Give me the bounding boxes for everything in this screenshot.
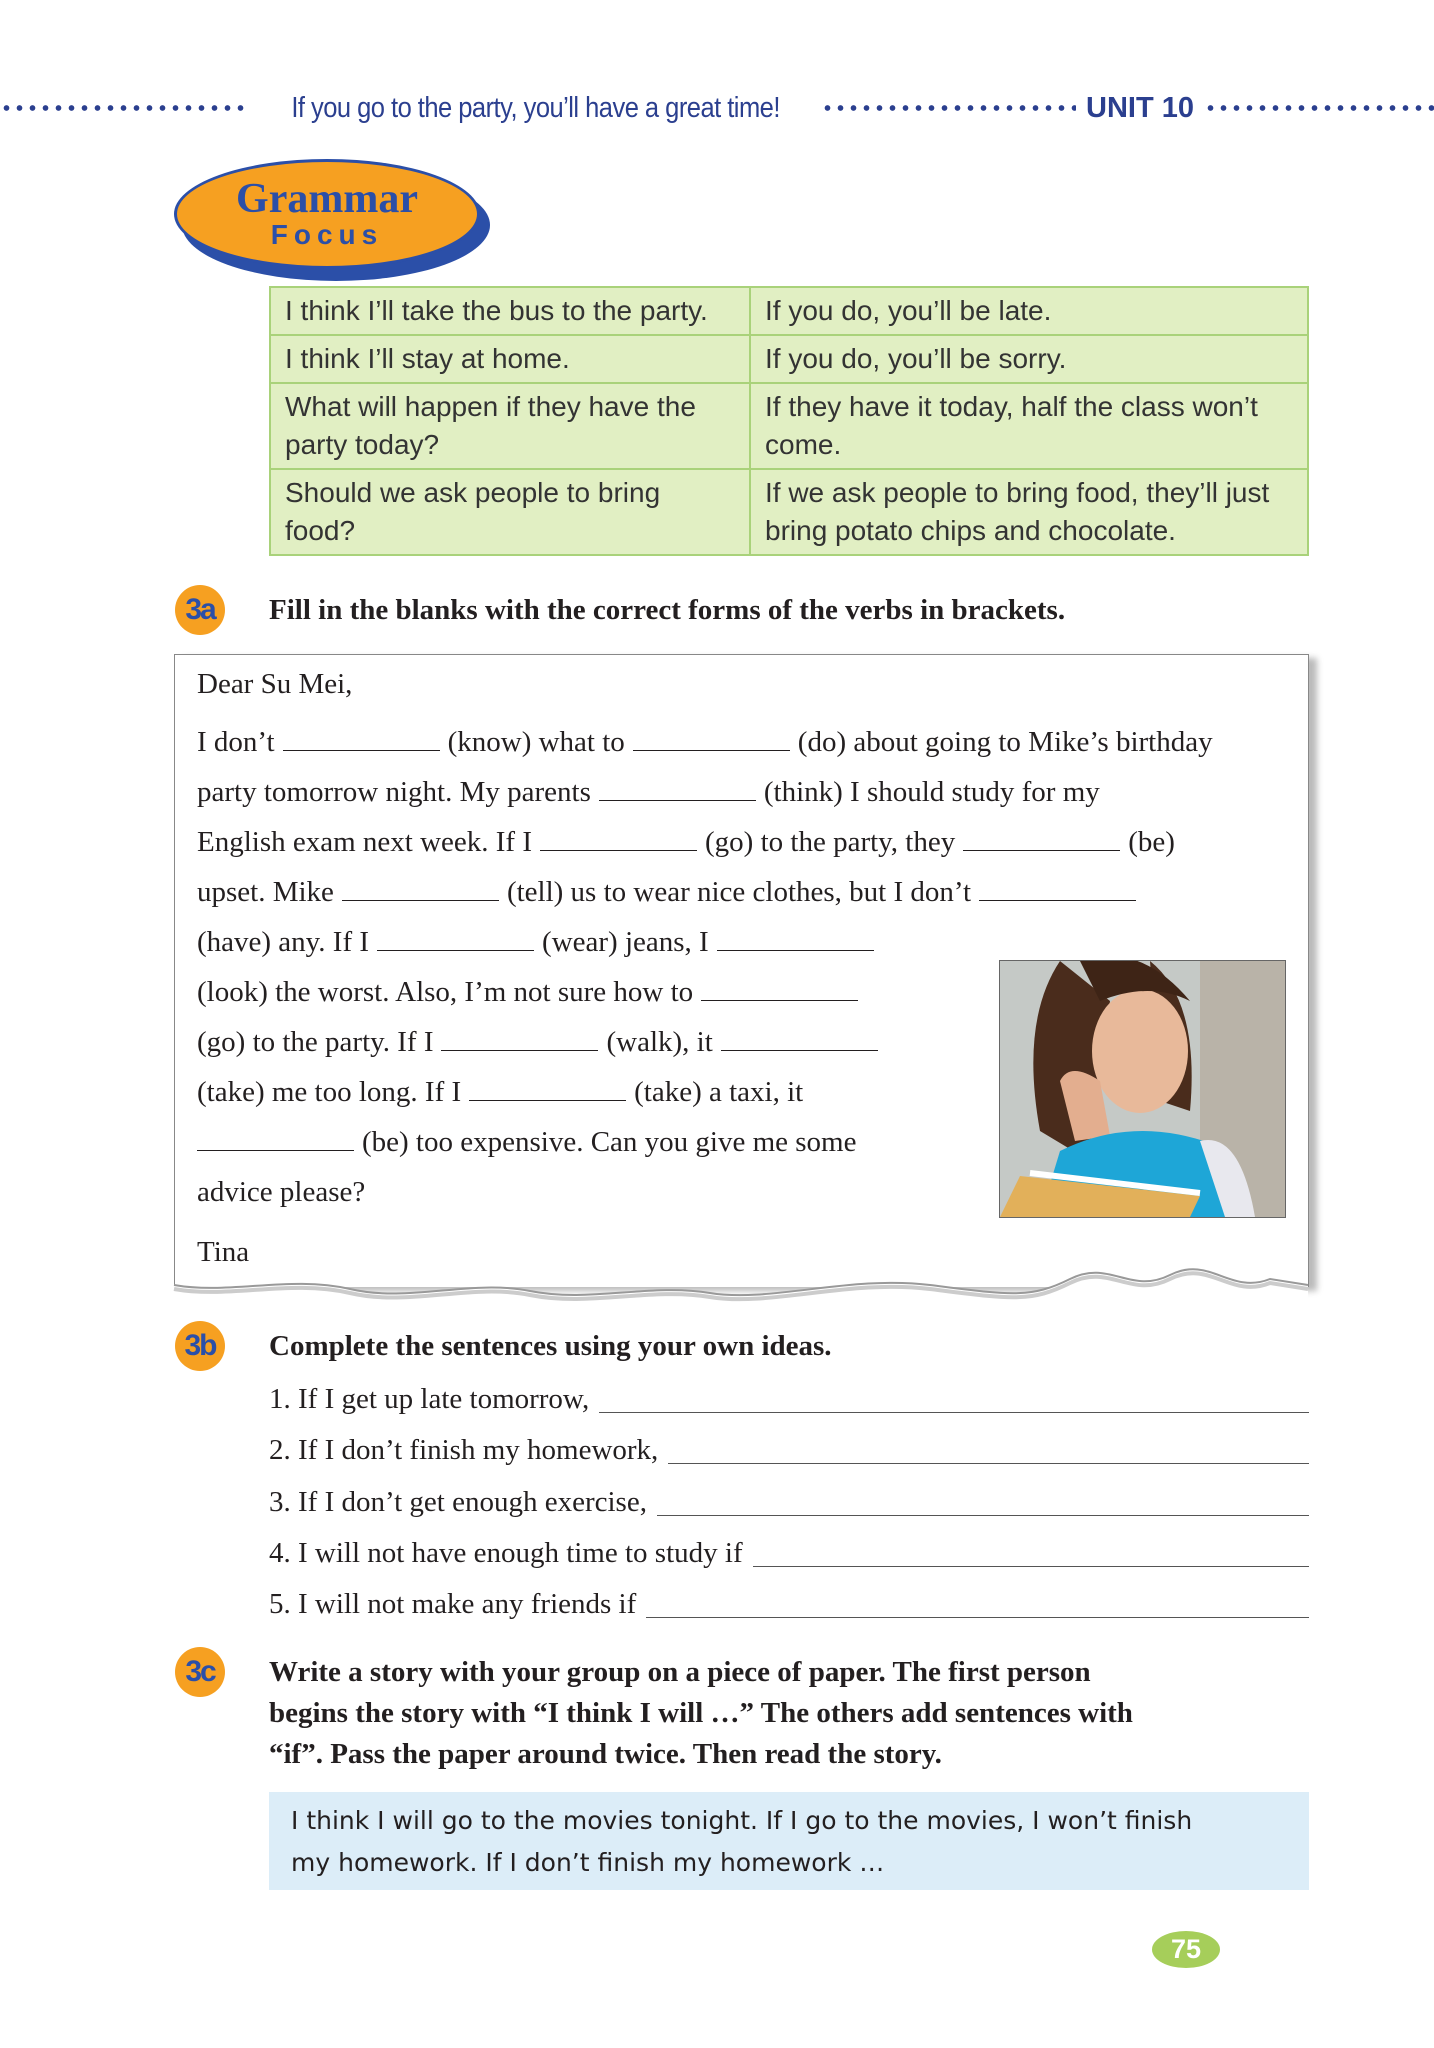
example-line: I think I will go to the movies tonight. If I go to the movies, I won’t finish [291,1806,1193,1835]
blank-field[interactable] [469,1078,626,1101]
letter-text: (be) [1128,826,1175,858]
blank-field[interactable] [963,828,1120,851]
torn-paper-edge [170,1255,1320,1305]
unit-title: If you go to the party, you’ll have a great time! [291,91,780,124]
sentence-prompt: 1. If I get up late tomorrow, [269,1383,590,1415]
blank-field[interactable] [701,978,858,1001]
grammar-row [270,335,1308,383]
letter-text: party tomorrow night. My parents [197,776,591,808]
letter-text: advice please? [197,1176,366,1208]
grammar-focus-logo [174,159,492,281]
letter-text: (wear) jeans, I [542,926,709,958]
grammar-table [269,286,1309,556]
logo-text-grammar: Grammar [236,176,418,222]
letter-line [197,725,1213,759]
answer-line[interactable] [753,1536,1309,1567]
letter-text: (go) to the party, they [705,826,956,858]
letter-text: (know) what to [447,726,625,758]
blank-field[interactable] [441,1028,598,1051]
letter-greeting: Dear Su Mei, [197,668,353,700]
letter-text: (think) I should study for my [763,776,1100,808]
letter-text: (be) too expensive. Can you give me some [362,1126,857,1158]
letter-signature: Tina [197,1236,250,1268]
instruction-line: begins the story with “I think I will …” The others add sentences with [269,1697,1133,1729]
answer-line[interactable] [668,1433,1309,1464]
grammar-question: Should we ask people to bring food? [270,469,750,555]
blank-field[interactable] [979,878,1136,901]
sentence-prompt: 3. If I don’t get enough exercise, [269,1485,647,1518]
grammar-answer: If they have it today, half the class won’t come. [750,383,1308,469]
instruction-line: “if”. Pass the paper around twice. Then read the story. [269,1738,942,1770]
answer-line[interactable] [599,1382,1309,1413]
example-line: my homework. If I don’t finish my homework … [291,1848,885,1877]
grammar-question: I think I’ll stay at home. [270,335,750,383]
letter-line [197,875,1144,909]
sentence-item [269,1536,1309,1570]
blank-field[interactable] [717,928,874,951]
blank-field[interactable] [197,1128,354,1151]
letter-text: I don’t [197,726,275,758]
blank-field[interactable] [540,828,697,851]
answer-line[interactable] [657,1485,1309,1516]
letter-text: English exam next week. If I [197,826,533,858]
sentence-item [269,1382,1309,1416]
letter-text: (do) about going to Mike’s birthday [797,726,1213,758]
photo-girl-reading [999,960,1286,1218]
letter-text: (take) a taxi, it [634,1076,804,1108]
blank-field[interactable] [599,778,756,801]
grammar-question: What will happen if they have the party today? [270,383,750,469]
page-number: 75 [1152,1931,1220,1968]
letter-text: (tell) us to wear nice clothes, but I don’t [506,876,972,908]
grammar-row [270,469,1308,555]
grammar-row [270,383,1308,469]
running-header [0,88,1434,128]
blank-field[interactable] [633,728,790,751]
letter-line [197,1175,365,1209]
grammar-answer: If we ask people to bring food, they’ll just bring potato chips and chocolate. [750,469,1308,555]
letter-text: (walk), it [606,1026,713,1058]
sentence-prompt: 4. I will not have enough time to study if [269,1536,743,1569]
sentence-prompt: 5. I will not make any friends if [269,1588,637,1621]
blank-field[interactable] [377,928,534,951]
letter-line [197,975,866,1009]
blank-field[interactable] [721,1028,878,1051]
exercise-badge-3b: 3b [175,1321,225,1371]
letter-text: (go) to the party. If I [197,1026,434,1058]
letter-text: (take) me too long. If I [197,1076,462,1108]
sentence-item [269,1433,1309,1467]
grammar-row [270,287,1308,335]
dot-leader [821,104,1076,112]
grammar-answer: If you do, you’ll be late. [750,287,1308,335]
blank-field[interactable] [283,728,440,751]
letter-line [197,1125,857,1159]
grammar-question: I think I’ll take the bus to the party. [270,287,750,335]
unit-label: UNIT 10 [1086,91,1194,124]
sentence-prompt: 2. If I don’t finish my homework, [269,1434,659,1467]
letter-text: upset. Mike [197,876,334,908]
answer-line[interactable] [646,1587,1309,1618]
instruction-3a: Fill in the blanks with the correct forms of the verbs in brackets. [269,594,1066,626]
letter-line [197,1075,803,1109]
instruction-3b: Complete the sentences using your own ideas. [269,1330,832,1362]
grammar-answer: If you do, you’ll be sorry. [750,335,1308,383]
exercise-badge-3c: 3c [175,1647,225,1697]
instruction-3c [269,1652,1133,1775]
letter-text: (have) any. If I [197,926,370,958]
letter-line [197,775,1100,809]
exercise-badge-3a: 3a [175,585,225,635]
dot-leader [1204,104,1434,112]
letter-line [197,1025,886,1059]
sentence-item [269,1485,1309,1519]
dot-leader [0,104,250,112]
sentence-item [269,1587,1309,1621]
letter-line [197,925,882,959]
example-story-box [269,1792,1309,1890]
letter-line [197,825,1175,859]
instruction-line: Write a story with your group on a piece of paper. The first person [269,1656,1091,1688]
letter-text: (look) the worst. Also, I’m not sure how to [197,976,694,1008]
logo-text-focus: Focus [270,219,384,250]
blank-field[interactable] [342,878,499,901]
